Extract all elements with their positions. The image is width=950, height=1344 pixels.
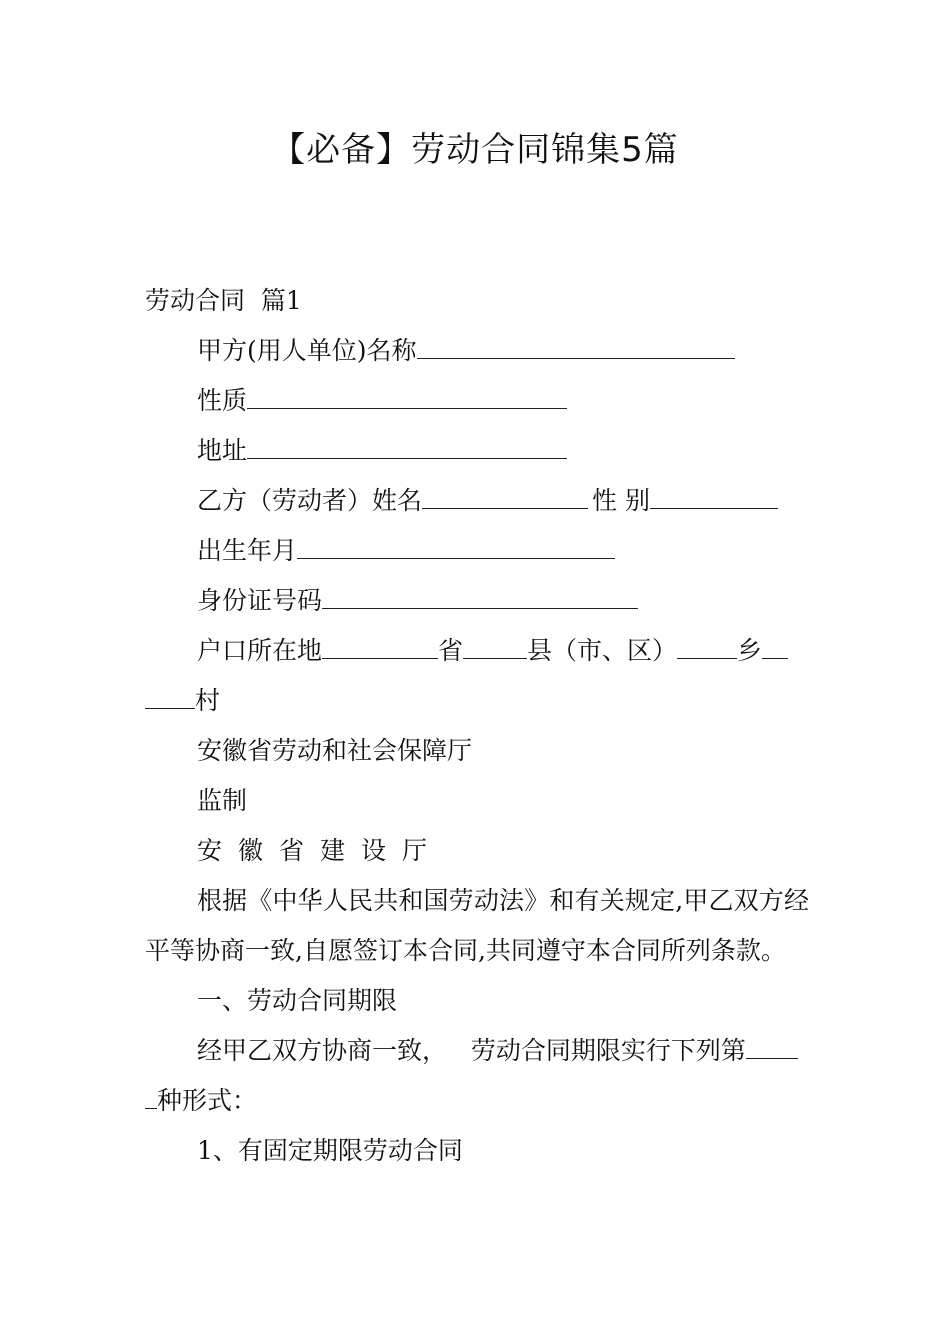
hukou-line bbox=[145, 626, 809, 676]
address-line bbox=[145, 426, 809, 476]
party-a-name-blank[interactable] bbox=[417, 328, 735, 359]
clause-1-text-line bbox=[145, 1026, 809, 1076]
id-number-line bbox=[145, 576, 809, 626]
hukou-county-blank[interactable] bbox=[463, 628, 527, 659]
party-a-name-label: 甲方(用人单位)名称 bbox=[197, 336, 417, 365]
nature-label: 性质 bbox=[197, 386, 248, 415]
nature-blank[interactable] bbox=[247, 378, 567, 409]
clause-1-heading: 一、劳动合同期限 bbox=[197, 986, 398, 1015]
issuer-supervised: 监制 bbox=[197, 786, 248, 815]
id-number-blank[interactable] bbox=[322, 578, 638, 609]
birth-line bbox=[145, 526, 809, 576]
county-label: 县（市、区） bbox=[527, 636, 678, 665]
preamble-paragraph: 根据《中华人民共和国劳动法》和有关规定,甲乙双方经平等协商一致,自愿签订本合同,共同遵守本合同所列条款。 bbox=[145, 886, 809, 965]
township-label: 乡 bbox=[737, 636, 763, 665]
clause-1-text-b: 种形式： bbox=[157, 1086, 258, 1115]
gender-blank[interactable] bbox=[650, 478, 778, 509]
party-b-name-label: 乙方（劳动者）姓名 bbox=[197, 486, 423, 515]
province-label: 省 bbox=[438, 636, 464, 665]
clause-1-choice-blank-b[interactable] bbox=[145, 1078, 157, 1109]
clause-1-text-a: 经甲乙双方协商一致， 劳动合同期限实行下列第 bbox=[197, 1036, 746, 1065]
birth-blank[interactable] bbox=[297, 528, 615, 559]
clause-1-option-1: 1、有固定期限劳动合同 bbox=[197, 1136, 463, 1165]
village-label: 村 bbox=[195, 686, 221, 715]
birth-label: 出生年月 bbox=[197, 536, 298, 565]
id-number-label: 身份证号码 bbox=[197, 586, 323, 615]
hukou-label: 户口所在地 bbox=[197, 636, 323, 665]
hukou-province-blank[interactable] bbox=[322, 628, 438, 659]
party-b-name-line bbox=[145, 476, 809, 526]
clause-1-choice-blank-a[interactable] bbox=[746, 1028, 798, 1059]
party-b-name-blank[interactable] bbox=[422, 478, 588, 509]
document-body bbox=[145, 276, 809, 1176]
address-label: 地址 bbox=[197, 436, 248, 465]
gender-label: 性 别 bbox=[592, 486, 650, 515]
clause-1-text-line-continued bbox=[145, 1076, 809, 1126]
issuer-construction-department: 安徽省建设厅 bbox=[197, 836, 444, 865]
issuer-department: 安徽省劳动和社会保障厅 bbox=[197, 736, 473, 765]
section-heading: 劳动合同 篇1 bbox=[145, 286, 302, 315]
hukou-township-blank[interactable] bbox=[677, 628, 737, 659]
party-a-name-line bbox=[145, 326, 809, 376]
hukou-line-continued bbox=[145, 676, 809, 726]
document-title: 【必备】劳动合同锦集5篇 bbox=[271, 130, 679, 170]
hukou-village-blank-b[interactable] bbox=[145, 678, 195, 709]
address-blank[interactable] bbox=[247, 428, 567, 459]
hukou-village-blank-a[interactable] bbox=[762, 628, 788, 659]
nature-line bbox=[145, 376, 809, 426]
